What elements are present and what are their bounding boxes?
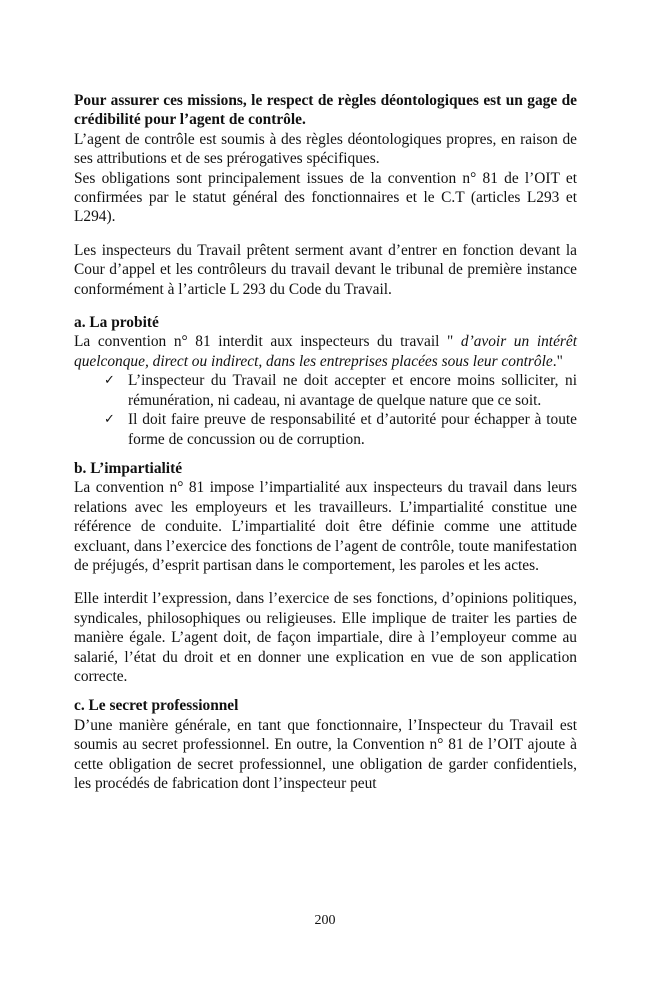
secret-paragraph-1: D’une manière générale, en tant que fonctionnaire, l’Inspecteur du Travail est soumis au secret professionnel. En outre, la Convention n° 81 de l’OIT ajoute à cette obligation de secret professionnel, une obligation de garder confidentiels, les procédés de fabrication dont l’inspecteur peut — [74, 716, 577, 792]
impartialite-paragraph-1: La convention n° 81 impose l’impartialité aux inspecteurs du travail dans leurs relations avec les employeurs et les travailleurs. L’impartialité constitue une référence de conduite. L’impartialité doit être définie comme une attitude excluant, dans l’exercice des fonctions de l’agent de contrôle, toute manifestation de préjugés, d’esprit partisan dans le comportement, les paroles et les actes. — [74, 479, 577, 574]
probite-text-before: La convention n° 81 interdit aux inspecteurs du travail " — [74, 333, 461, 351]
list-item — [104, 371, 577, 410]
section-heading-impartialite: b. L’impartialité — [74, 459, 183, 477]
list-item — [104, 410, 577, 449]
list-item-text: Il doit faire preuve de responsabilité et d’autorité pour échapper à toute forme de concussion ou de corruption. — [128, 411, 577, 448]
probite-paragraph — [74, 332, 577, 371]
intro-paragraph-3: Les inspecteurs du Travail prêtent serment avant d’entrer en fonction devant la Cour d’appel et les contrôleurs du travail devant le tribunal de première instance conformément à l’article L 293 du Code du Travail. — [74, 241, 577, 298]
checkmark-icon: ✓ — [104, 412, 115, 428]
document-page — [74, 91, 577, 793]
probite-text-after: ." — [552, 352, 563, 370]
intro-paragraph-2: Ses obligations sont principalement issues de la convention n° 81 de l’OIT et confirmées par le statut général des fonctionnaires et le C.T (articles L293 et L294). — [74, 169, 577, 226]
intro-paragraph-1: L’agent de contrôle est soumis à des règles déontologiques propres, en raison de ses attributions et de ses prérogatives spécifiques. — [74, 130, 577, 168]
probite-quote: d’avoir un intérêt quelconque, direct ou indirect, dans les entreprises placées sous leur contrôle — [74, 333, 577, 370]
impartialite-paragraph-2: Elle interdit l’expression, dans l’exercice de ses fonctions, d’opinions politiques, syndicales, philosophiques ou religieuses. Elle implique de traiter les parties de manière égale. L’agent doit, de façon impartiale, dire à l’employeur comme au salarié, l’état du droit et en donner une explication en vue de son application correcte. — [74, 590, 577, 685]
list-item-text: L’inspecteur du Travail ne doit accepter et encore moins solliciter, ni rémunération, ni cadeau, ni avantage de quelque nature que ce soit. — [128, 372, 577, 409]
section-heading-probite: a. La probité — [74, 314, 159, 332]
probite-checklist — [74, 371, 577, 449]
section-heading-secret: c. Le secret professionnel — [74, 697, 239, 715]
checkmark-icon: ✓ — [104, 373, 115, 389]
intro-heading: Pour assurer ces missions, le respect de règles déontologiques est un gage de crédibilité pour l’agent de contrôle. — [74, 92, 577, 129]
page-number: 200 — [314, 913, 336, 928]
